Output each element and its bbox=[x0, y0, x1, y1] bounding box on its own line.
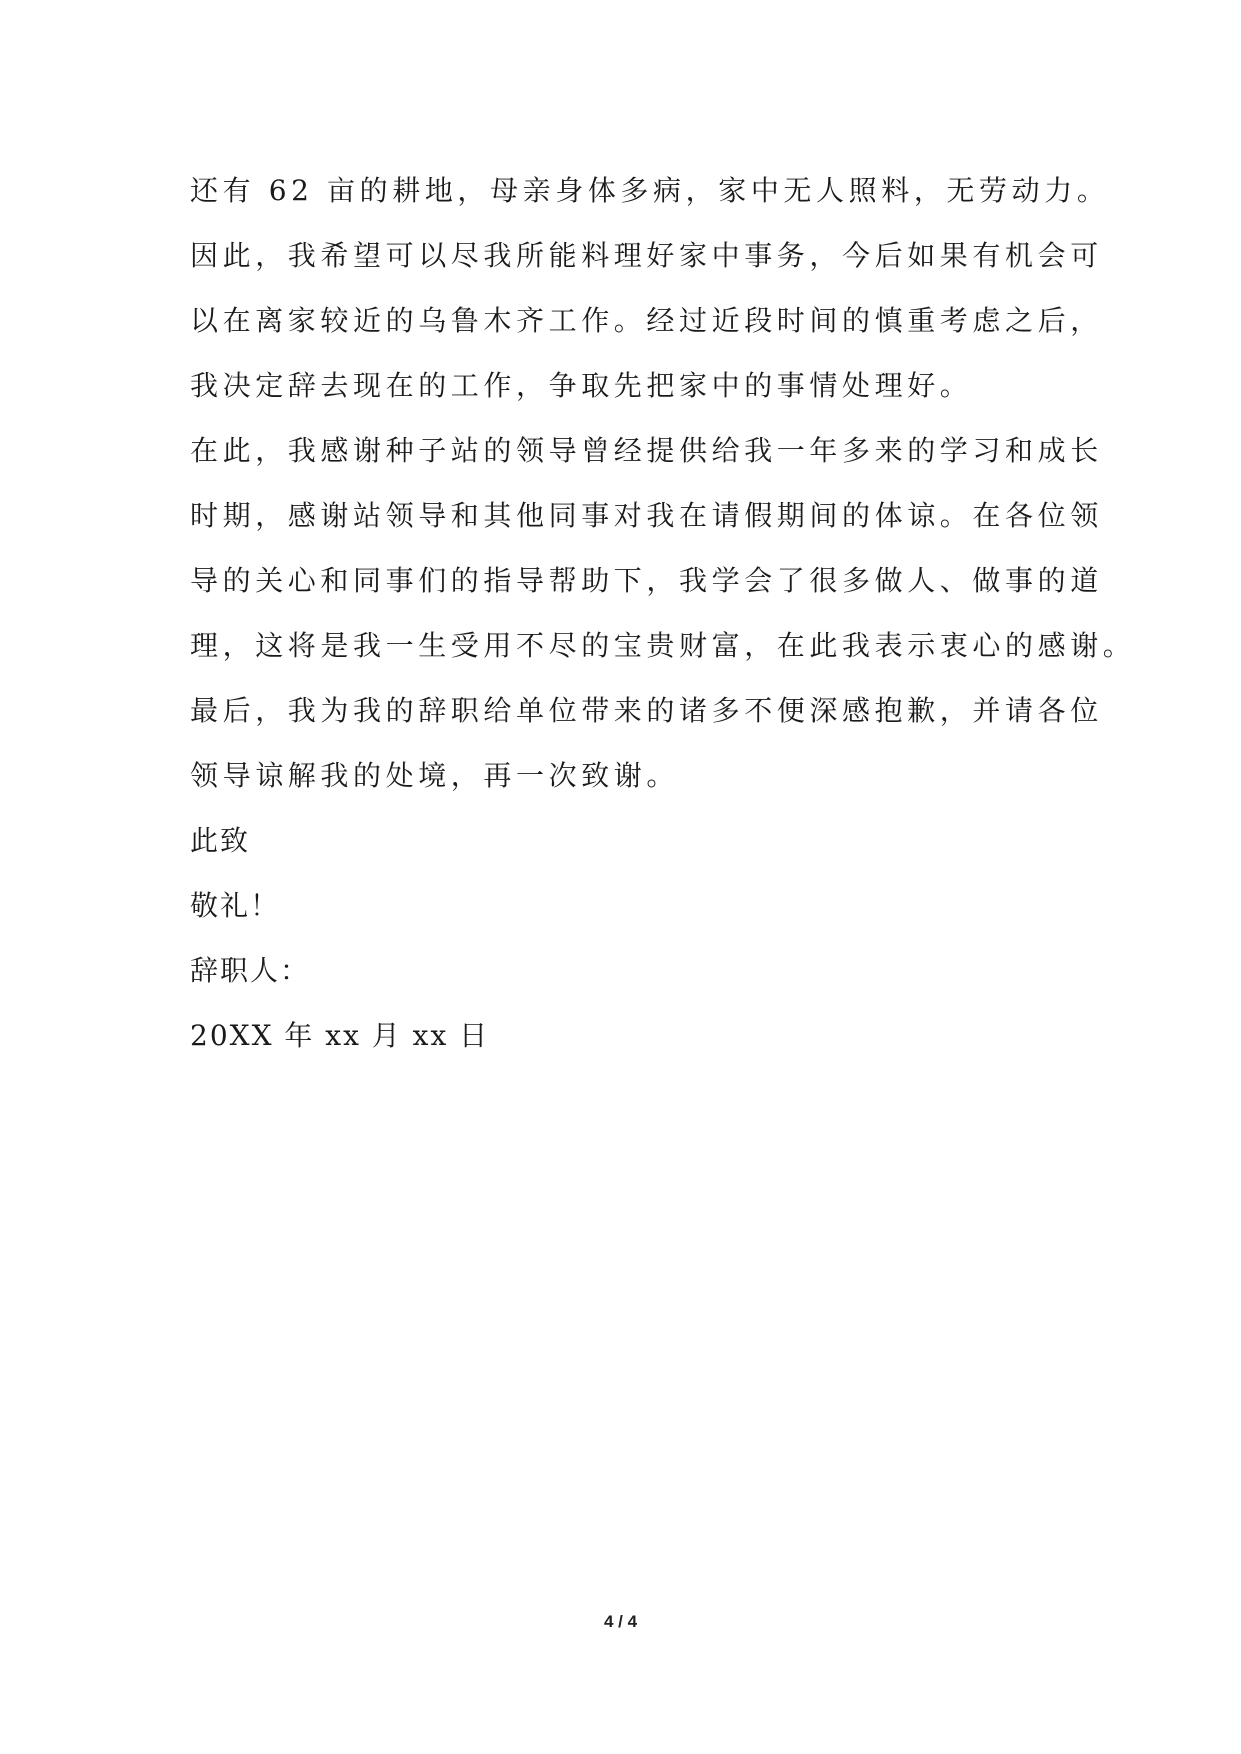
body-line-4: 我决定辞去现在的工作，争取先把家中的事情处理好。 bbox=[190, 369, 973, 402]
letter-body bbox=[190, 158, 1136, 1068]
body-line-5: 在此，我感谢种子站的领导曾经提供给我一年多来的学习和成长 bbox=[190, 434, 1103, 467]
body-line-8: 理，这将是我一生受用不尽的宝贵财富，在此我表示衷心的感谢。 bbox=[190, 629, 1136, 662]
date-line: 20XX 年 xx 月 xx 日 bbox=[190, 1019, 490, 1052]
body-line-3: 以在离家较近的乌鲁木齐工作。经过近段时间的慎重考虑之后， bbox=[190, 304, 1103, 337]
page-number: 4 / 4 bbox=[603, 1612, 638, 1631]
body-line-9: 最后，我为我的辞职给单位带来的诸多不便深感抱歉，并请各位 bbox=[190, 694, 1103, 727]
body-line-2: 因此，我希望可以尽我所能料理好家中事务，今后如果有机会可 bbox=[190, 239, 1103, 272]
body-line-1: 还有 62 亩的耕地，母亲身体多病，家中无人照料，无劳动力。 bbox=[190, 174, 1110, 207]
body-line-6: 时期，感谢站领导和其他同事对我在请假期间的体谅。在各位领 bbox=[190, 499, 1103, 532]
closing-regards: 敬礼！ bbox=[190, 889, 281, 922]
signature-label: 辞职人： bbox=[190, 954, 311, 987]
body-line-7: 导的关心和同事们的指导帮助下，我学会了很多做人、做事的道 bbox=[190, 564, 1103, 597]
closing-salutation: 此致 bbox=[190, 824, 251, 857]
body-line-10: 领导谅解我的处境，再一次致谢。 bbox=[190, 759, 680, 792]
